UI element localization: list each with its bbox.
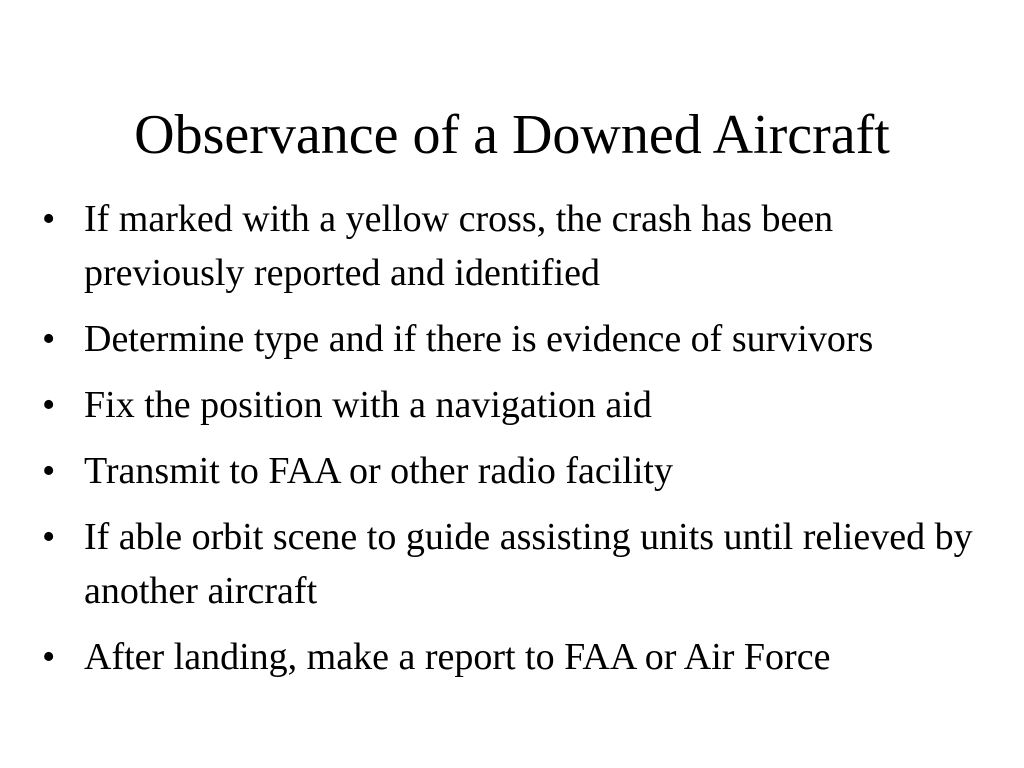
bullet-item — [42, 312, 1002, 366]
bullet-text: After landing, make a report to FAA or Air Force — [84, 636, 831, 678]
bullet-dot-icon: • — [42, 198, 56, 240]
bullet-text: If able orbit scene to guide assisting units until relieved by another aircraft — [84, 516, 973, 612]
bullet-item — [42, 444, 1002, 498]
slide-title: Observance of a Downed Aircraft — [134, 104, 890, 166]
bullet-text: Determine type and if there is evidence of survivors — [84, 318, 874, 360]
bullet-dot-icon: • — [42, 384, 56, 426]
bullet-item — [42, 378, 1002, 432]
bullet-dot-icon: • — [42, 318, 56, 360]
bullet-list — [42, 192, 1002, 696]
bullet-text: Fix the position with a navigation aid — [84, 384, 652, 426]
bullet-item — [42, 192, 1002, 300]
bullet-dot-icon: • — [42, 516, 56, 558]
bullet-dot-icon: • — [42, 450, 56, 492]
bullet-text: If marked with a yellow cross, the crash has been previously reported and identified — [84, 198, 834, 294]
bullet-text: Transmit to FAA or other radio facility — [84, 450, 673, 492]
bullet-item — [42, 510, 1002, 618]
bullet-dot-icon: • — [42, 636, 56, 678]
bullet-item — [42, 630, 1002, 684]
